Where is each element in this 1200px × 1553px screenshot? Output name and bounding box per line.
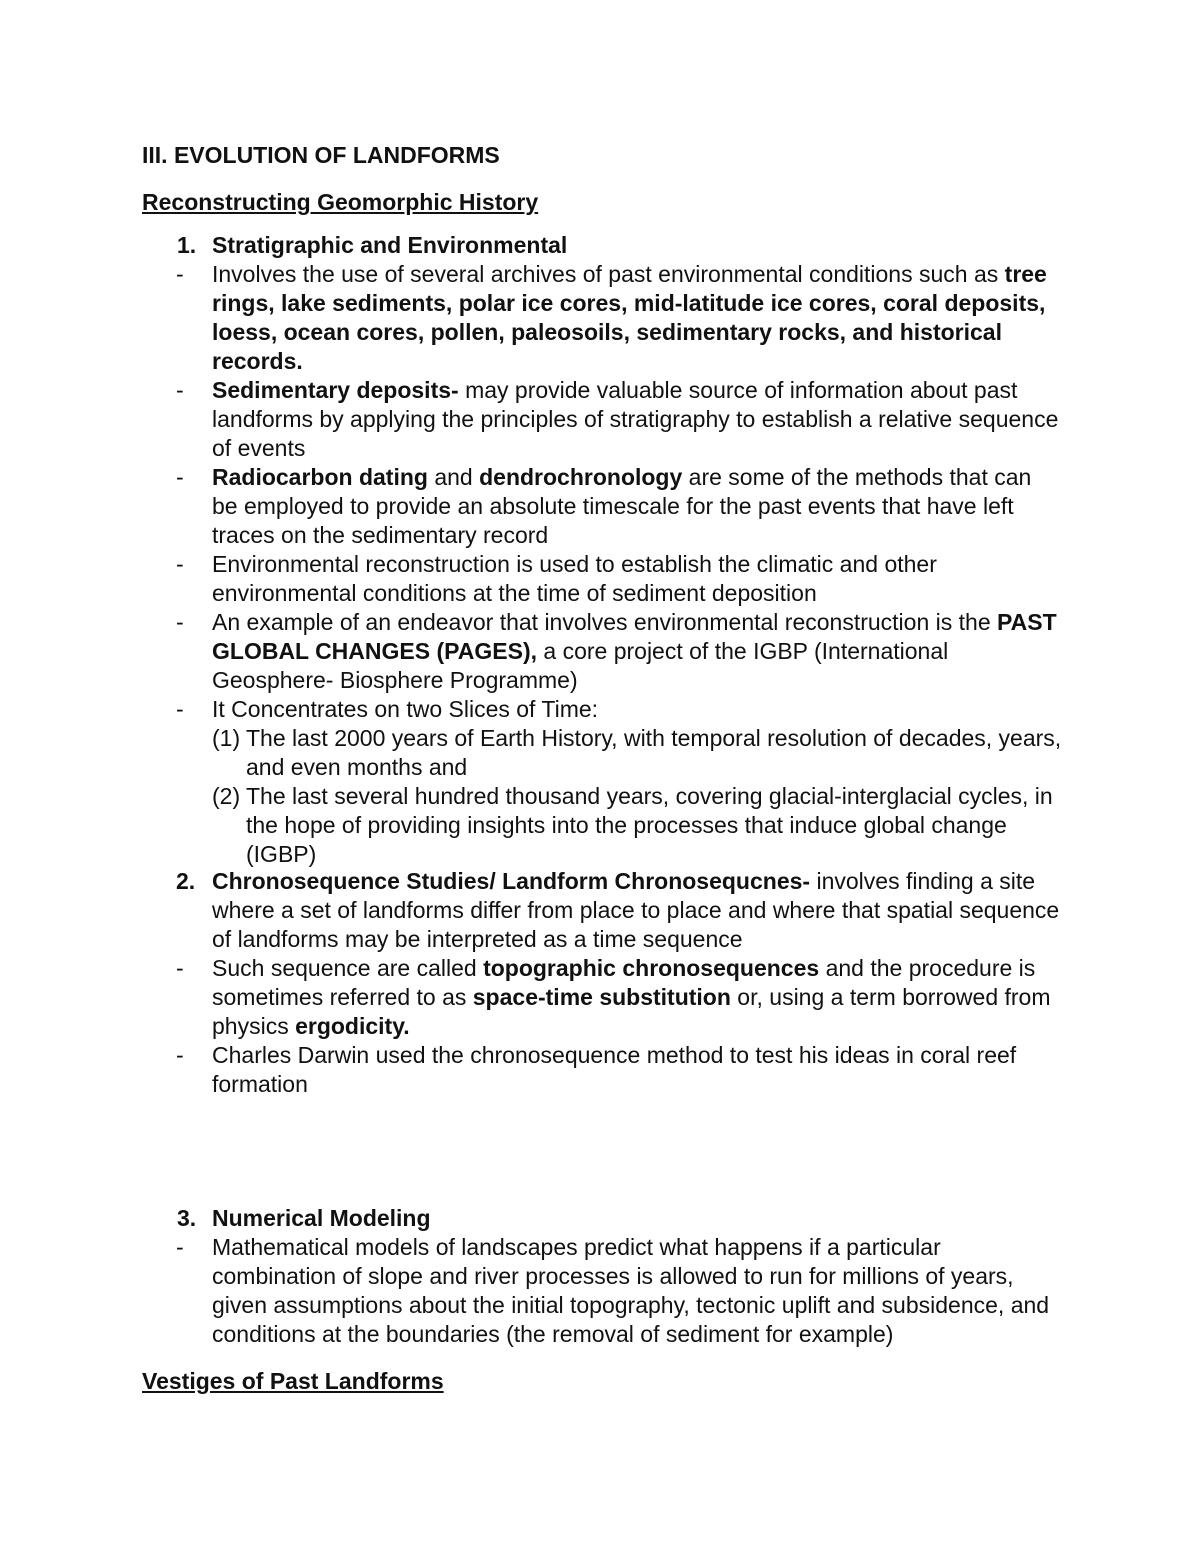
bullet-bold-text: PAST GLOBAL CHANGES (PAGES), (212, 609, 1057, 664)
sub-item-text: The last 2000 years of Earth History, with temporal resolution of decades, years, and even months and (246, 725, 1062, 780)
bullet-item (142, 608, 1062, 695)
numbered-item-2 (142, 867, 1062, 954)
section-stratigraphic (142, 231, 1062, 869)
bullet-bold-text: ergodicity. (295, 1013, 410, 1039)
bullet-text: Such sequence are called (212, 955, 484, 981)
bullet-bold-text: dendrochronology (479, 464, 683, 490)
section-chronosequence (142, 867, 1062, 1099)
bullet-item (142, 260, 1062, 376)
bullet-item (142, 550, 1062, 608)
bullet-text: It Concentrates on two Slices of Time: (212, 696, 599, 722)
bullet-dash: - (176, 696, 184, 722)
section-numerical-modeling (142, 1204, 1062, 1349)
bullet-text: Charles Darwin used the chronosequence method to test his ideas in coral reef formation (212, 1042, 1017, 1097)
sub-item-marker: (1) (212, 725, 241, 751)
bullet-item (142, 463, 1062, 550)
section-heading-vestiges: Vestiges of Past Landforms (142, 1368, 444, 1394)
bullet-dash: - (176, 551, 184, 577)
bullet-item (142, 376, 1062, 463)
numbered-item-text: involves finding a site where a set of landforms differ from place to place and where that spatial sequence of landforms may be interpreted as a time sequence (212, 868, 1060, 952)
bullet-text: An example of an endeavor that involves environmental reconstruction is the (212, 609, 997, 635)
numbered-heading-title: Numerical Modeling (212, 1205, 431, 1231)
numbered-item-bold-text: Chronosequence Studies/ Landform Chronosequcnes- (212, 868, 811, 894)
bullet-text: or, using a term borrowed from physics (212, 984, 1051, 1039)
bullet-text: may provide valuable source of information about past landforms by applying the principles of stratigraphy to establish a relative sequence of events (212, 377, 1059, 461)
numbered-heading-3 (142, 1204, 1062, 1233)
bullet-item (142, 954, 1062, 1041)
bullet-text: are some of the methods that can be employed to provide an absolute timescale for the past events that have left traces on the sedimentary record (212, 464, 1032, 548)
bullet-dash: - (176, 261, 184, 287)
bullet-bold-text: space-time substitution (472, 984, 731, 1010)
bullet-dash: - (176, 955, 184, 981)
sub-item (142, 724, 1062, 782)
bullet-text: and the procedure is sometimes referred to as (212, 955, 1036, 1010)
bullet-text: a core project of the IGBP (International Geosphere- Biosphere Programme) (212, 638, 949, 693)
bullet-dash: - (176, 1042, 184, 1068)
section-heading-reconstructing: Reconstructing Geomorphic History (142, 189, 539, 215)
bullet-text: Involves the use of several archives of past environmental conditions such as (212, 261, 1005, 287)
bullet-dash: - (176, 609, 184, 635)
bullet-bold-text: Sedimentary deposits- (212, 377, 459, 403)
sub-item-text: The last several hundred thousand years, covering glacial-interglacial cycles, in the hope of providing insights into the processes that induce global change (IGBP) (246, 783, 1053, 867)
bullet-text: Environmental reconstruction is used to establish the climatic and other environmental conditions at the time of sediment deposition (212, 551, 937, 606)
document-title: III. EVOLUTION OF LANDFORMS (142, 142, 500, 168)
bullet-text: Mathematical models of landscapes predict what happens if a particular combination of slope and river processes is allowed to run for millions of years, given assumptions about the initial topography, tectonic uplift and subsidence, and conditions at the boundaries (the removal of sediment for example) (212, 1234, 1050, 1347)
list-number: 2. (176, 868, 196, 894)
bullet-text: and (427, 464, 480, 490)
bullet-bold-text: tree rings, lake sediments, polar ice cores, mid-latitude ice cores, coral deposits, loess, ocean cores, pollen, paleosoils, sedimentary rocks, and historical records. (212, 261, 1047, 374)
sub-item (142, 782, 1062, 869)
bullet-dash: - (176, 464, 184, 490)
bullet-item (142, 1233, 1062, 1349)
bullet-item (142, 695, 1062, 724)
sub-item-marker: (2) (212, 783, 241, 809)
numbered-heading-title: Stratigraphic and Environmental (212, 232, 568, 258)
bullet-dash: - (176, 1234, 184, 1260)
bullet-bold-text: topographic chronosequences (483, 955, 820, 981)
numbered-heading-1 (142, 231, 1062, 260)
list-number: 1. (177, 232, 197, 258)
bullet-dash: - (176, 377, 184, 403)
bullet-item (142, 1041, 1062, 1099)
list-number: 3. (177, 1205, 197, 1231)
bullet-bold-text: Radiocarbon dating (212, 464, 428, 490)
